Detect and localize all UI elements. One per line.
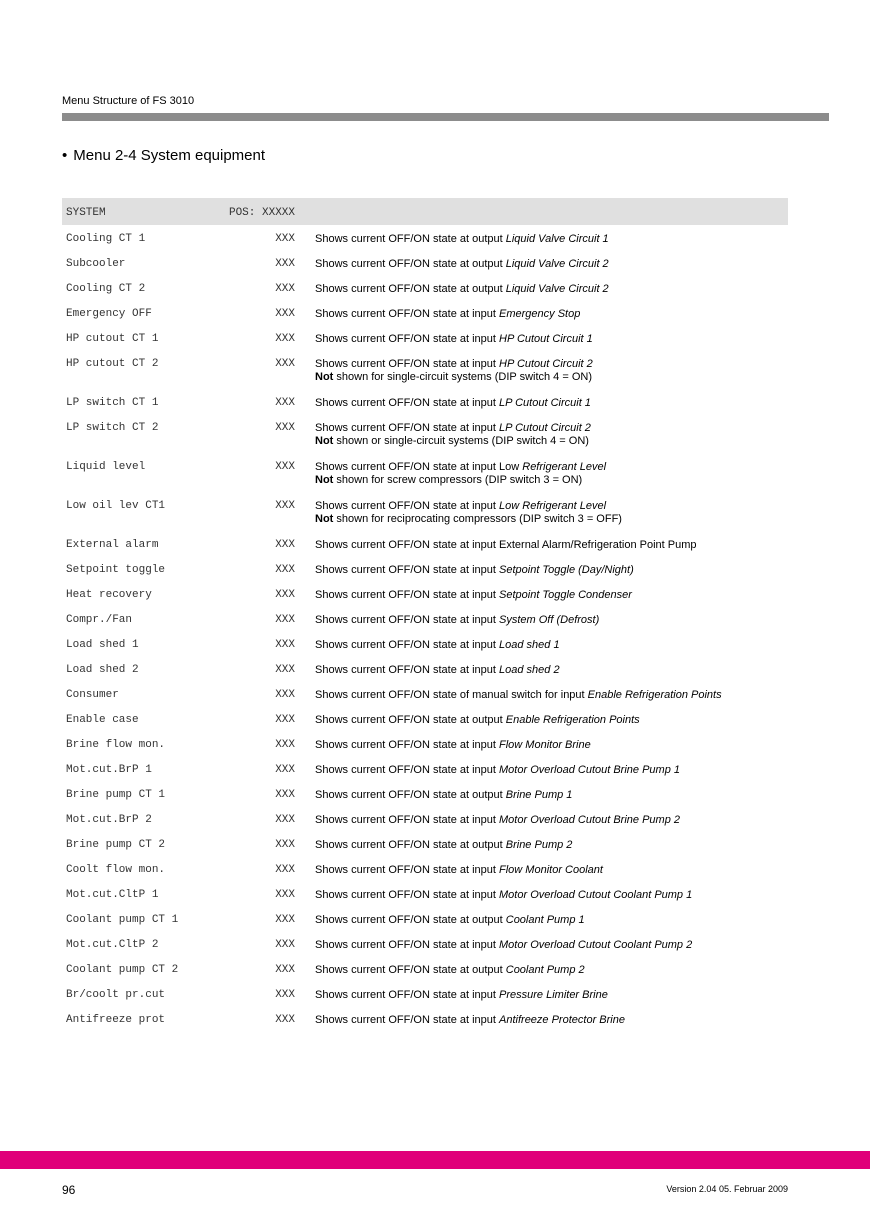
table-row [62,814,788,839]
row-parameter-name: Antifreeze prot [66,1014,166,1026]
table-row [62,939,788,964]
description-signal: Setpoint Toggle Condenser [499,589,632,601]
table-row [62,889,788,914]
table-row [62,714,788,739]
description-text: Shows current OFF/ON state at output [315,283,506,295]
row-description [315,689,722,702]
table-row [62,358,788,397]
description-signal: Motor Overload Cutout Brine Pump 2 [499,814,680,826]
row-parameter-name: Emergency OFF [66,308,152,320]
description-text: Shows current OFF/ON state at output [315,233,506,245]
row-description [315,258,609,271]
description-signal: Enable Refrigeration Points [587,689,722,701]
description-signal: Coolant Pump 2 [505,964,585,976]
description-signal: Pressure Limiter Brine [499,989,608,1001]
description-note [315,513,622,526]
description-note [315,435,591,448]
version-date: Version 2.04 05. Februar 2009 [666,1184,788,1194]
description-text: Shows current OFF/ON state at input [315,739,500,751]
row-value: XXX [275,333,295,345]
description-signal: Enable Refrigeration Points [505,714,640,726]
row-description [315,397,591,410]
row-description [315,714,640,727]
row-parameter-name: Compr./Fan [66,614,133,626]
row-value: XXX [275,889,295,901]
row-parameter-name: Liquid level [66,461,146,473]
description-signal: Brine Pump 2 [505,839,573,851]
row-description [315,1014,625,1027]
description-signal: System Off (Defrost) [499,614,600,626]
note-text: shown or single-circuit systems (DIP switch 4 = ON) [333,435,589,447]
description-text: Shows current OFF/ON state at input [315,500,500,512]
table-row [62,283,788,308]
row-parameter-name: Cooling CT 2 [66,283,146,295]
note-keyword: Not [315,371,334,383]
description-signal: Brine Pump 1 [505,789,573,801]
row-parameter-name: Enable case [66,714,139,726]
table-row [62,258,788,283]
description-signal: Liquid Valve Circuit 2 [505,283,609,295]
row-parameter-name: Subcooler [66,258,126,270]
row-parameter-name: Coolant pump CT 2 [66,964,179,976]
row-description [315,233,609,246]
description-text: Shows current OFF/ON state at input [315,397,500,409]
table-row [62,664,788,689]
row-value: XXX [275,1014,295,1026]
row-parameter-name: Load shed 2 [66,664,139,676]
description-text: Shows current OFF/ON state at output [315,914,506,926]
row-value: XXX [275,714,295,726]
table-row [62,639,788,664]
row-value: XXX [275,397,295,409]
section-title [62,147,265,164]
row-description [315,889,692,902]
header-system: SYSTEM [66,207,106,219]
table-row [62,1014,788,1039]
row-description [315,422,591,448]
description-signal: Flow Monitor Brine [499,739,591,751]
description-signal: LP Cutout Circuit 1 [499,397,591,409]
row-value: XXX [275,939,295,951]
row-value: XXX [275,308,295,320]
description-signal: Load shed 1 [499,639,560,651]
row-value: XXX [275,283,295,295]
note-text: shown for single-circuit systems (DIP switch 4 = ON) [333,371,592,383]
description-text: Shows current OFF/ON state at input [315,1014,500,1026]
description-text: Shows current OFF/ON state at input [315,333,500,345]
table-row [62,839,788,864]
row-parameter-name: Mot.cut.CltP 2 [66,939,159,951]
row-description [315,814,680,827]
description-text: Shows current OFF/ON state at output [315,839,506,851]
table-body [62,233,788,1039]
table-row [62,461,788,500]
table-row [62,739,788,764]
row-description [315,614,599,627]
description-text: Shows current OFF/ON state at input [315,764,500,776]
table-row [62,233,788,258]
row-description [315,789,572,802]
row-parameter-name: HP cutout CT 2 [66,358,159,370]
header-rule [62,113,829,121]
description-signal: Liquid Valve Circuit 2 [505,258,609,270]
description-text: Shows current OFF/ON state at input [315,358,500,370]
row-value: XXX [275,358,295,370]
description-signal: HP Cutout Circuit 1 [499,333,593,345]
description-text: Shows current OFF/ON state at output [315,789,506,801]
table-header [62,198,788,225]
row-description [315,308,580,321]
description-signal: Coolant Pump 1 [505,914,585,926]
description-text: Shows current OFF/ON state at input Low [315,461,523,473]
row-description [315,283,609,296]
row-value: XXX [275,964,295,976]
description-text: Shows current OFF/ON state at input [315,989,500,1001]
table-row [62,964,788,989]
row-value: XXX [275,764,295,776]
row-parameter-name: HP cutout CT 1 [66,333,159,345]
row-description [315,739,591,752]
description-text: Shows current OFF/ON state of manual switch for input [315,689,588,701]
table-row [62,308,788,333]
table-row [62,789,788,814]
row-parameter-name: Mot.cut.BrP 1 [66,764,152,776]
row-parameter-name: Heat recovery [66,589,152,601]
row-value: XXX [275,422,295,434]
note-keyword: Not [315,435,334,447]
table-row [62,564,788,589]
row-value: XXX [275,614,295,626]
bullet: • [62,147,68,164]
section-title-text: Menu 2-4 System equipment [73,147,266,164]
description-signal: Low Refrigerant Level [499,500,607,512]
row-value: XXX [275,839,295,851]
description-text: Shows current OFF/ON state at input External Alarm/Refrigeration Point Pump [315,539,697,551]
table-row [62,333,788,358]
row-description [315,764,680,777]
table-row [62,689,788,714]
description-text: Shows current OFF/ON state at input [315,422,500,434]
description-signal: Motor Overload Cutout Brine Pump 1 [499,764,680,776]
row-value: XXX [275,789,295,801]
description-text: Shows current OFF/ON state at input [315,614,500,626]
row-parameter-name: Coolt flow mon. [66,864,166,876]
row-parameter-name: Brine flow mon. [66,739,166,751]
row-description [315,864,603,877]
description-signal: Liquid Valve Circuit 1 [505,233,609,245]
table-row [62,764,788,789]
description-note [315,371,593,384]
row-description [315,839,572,852]
row-value: XXX [275,539,295,551]
row-parameter-name: Brine pump CT 1 [66,789,166,801]
page-header-title: Menu Structure of FS 3010 [62,95,195,107]
row-value: XXX [275,639,295,651]
table-row [62,864,788,889]
row-value: XXX [275,461,295,473]
row-parameter-name: Br/coolt pr.cut [66,989,166,1001]
description-text: Shows current OFF/ON state at input [315,889,500,901]
description-signal: Antifreeze Protector Brine [499,1014,625,1026]
description-signal: Flow Monitor Coolant [499,864,603,876]
row-description [315,964,585,977]
row-value: XXX [275,914,295,926]
row-parameter-name: Load shed 1 [66,639,139,651]
row-parameter-name: Low oil lev CT1 [66,500,166,512]
description-text: Shows current OFF/ON state at output [315,258,506,270]
description-signal: LP Cutout Circuit 2 [499,422,591,434]
row-description [315,500,622,526]
row-description [315,914,585,927]
row-parameter-name: Mot.cut.BrP 2 [66,814,152,826]
row-description [315,639,560,652]
table-row [62,614,788,639]
row-description [315,461,606,487]
table-row [62,539,788,564]
description-text: Shows current OFF/ON state at input [315,939,500,951]
description-text: Shows current OFF/ON state at input [315,589,500,601]
description-text: Shows current OFF/ON state at input [315,864,500,876]
row-description [315,358,593,384]
row-description [315,989,608,1002]
row-value: XXX [275,739,295,751]
note-keyword: Not [315,513,334,525]
note-keyword: Not [315,474,334,486]
description-text: Shows current OFF/ON state at input [315,814,500,826]
description-signal: Setpoint Toggle (Day/Night) [499,564,634,576]
row-description [315,539,697,552]
row-description [315,939,692,952]
row-description [315,589,632,602]
description-signal: Load shed 2 [499,664,560,676]
note-text: shown for reciprocating compressors (DIP switch 3 = OFF) [333,513,622,525]
description-text: Shows current OFF/ON state at output [315,964,506,976]
table-row [62,397,788,422]
row-parameter-name: LP switch CT 2 [66,422,159,434]
row-parameter-name: Coolant pump CT 1 [66,914,179,926]
description-text: Shows current OFF/ON state at input [315,308,500,320]
description-signal: Motor Overload Cutout Coolant Pump 2 [499,939,693,951]
description-signal: Emergency Stop [499,308,581,320]
row-description [315,333,593,346]
row-value: XXX [275,564,295,576]
description-text: Shows current OFF/ON state at input [315,639,500,651]
row-parameter-name: Mot.cut.CltP 1 [66,889,159,901]
page-number: 96 [62,1183,76,1197]
table-row [62,422,788,461]
system-equipment-table [62,198,788,1039]
description-signal: Motor Overload Cutout Coolant Pump 1 [499,889,693,901]
footer-band [0,1151,870,1169]
table-row [62,914,788,939]
description-text: Shows current OFF/ON state at input [315,664,500,676]
row-value: XXX [275,814,295,826]
row-parameter-name: LP switch CT 1 [66,397,159,409]
row-value: XXX [275,258,295,270]
description-signal: HP Cutout Circuit 2 [499,358,593,370]
row-parameter-name: Consumer [66,689,119,701]
row-parameter-name: Brine pump CT 2 [66,839,166,851]
row-description [315,664,560,677]
row-parameter-name: Cooling CT 1 [66,233,146,245]
description-signal: Refrigerant Level [522,461,607,473]
row-value: XXX [275,500,295,512]
note-text: shown for screw compressors (DIP switch 3 = ON) [333,474,583,486]
table-row [62,589,788,614]
table-row [62,989,788,1014]
row-value: XXX [275,864,295,876]
row-parameter-name: External alarm [66,539,159,551]
header-pos: POS: XXXXX [228,207,295,219]
row-value: XXX [275,233,295,245]
description-note [315,474,606,487]
description-text: Shows current OFF/ON state at output [315,714,506,726]
row-value: XXX [275,989,295,1001]
row-parameter-name: Setpoint toggle [66,564,166,576]
description-text: Shows current OFF/ON state at input [315,564,500,576]
row-value: XXX [275,664,295,676]
row-value: XXX [275,589,295,601]
table-row [62,500,788,539]
row-description [315,564,634,577]
row-value: XXX [275,689,295,701]
